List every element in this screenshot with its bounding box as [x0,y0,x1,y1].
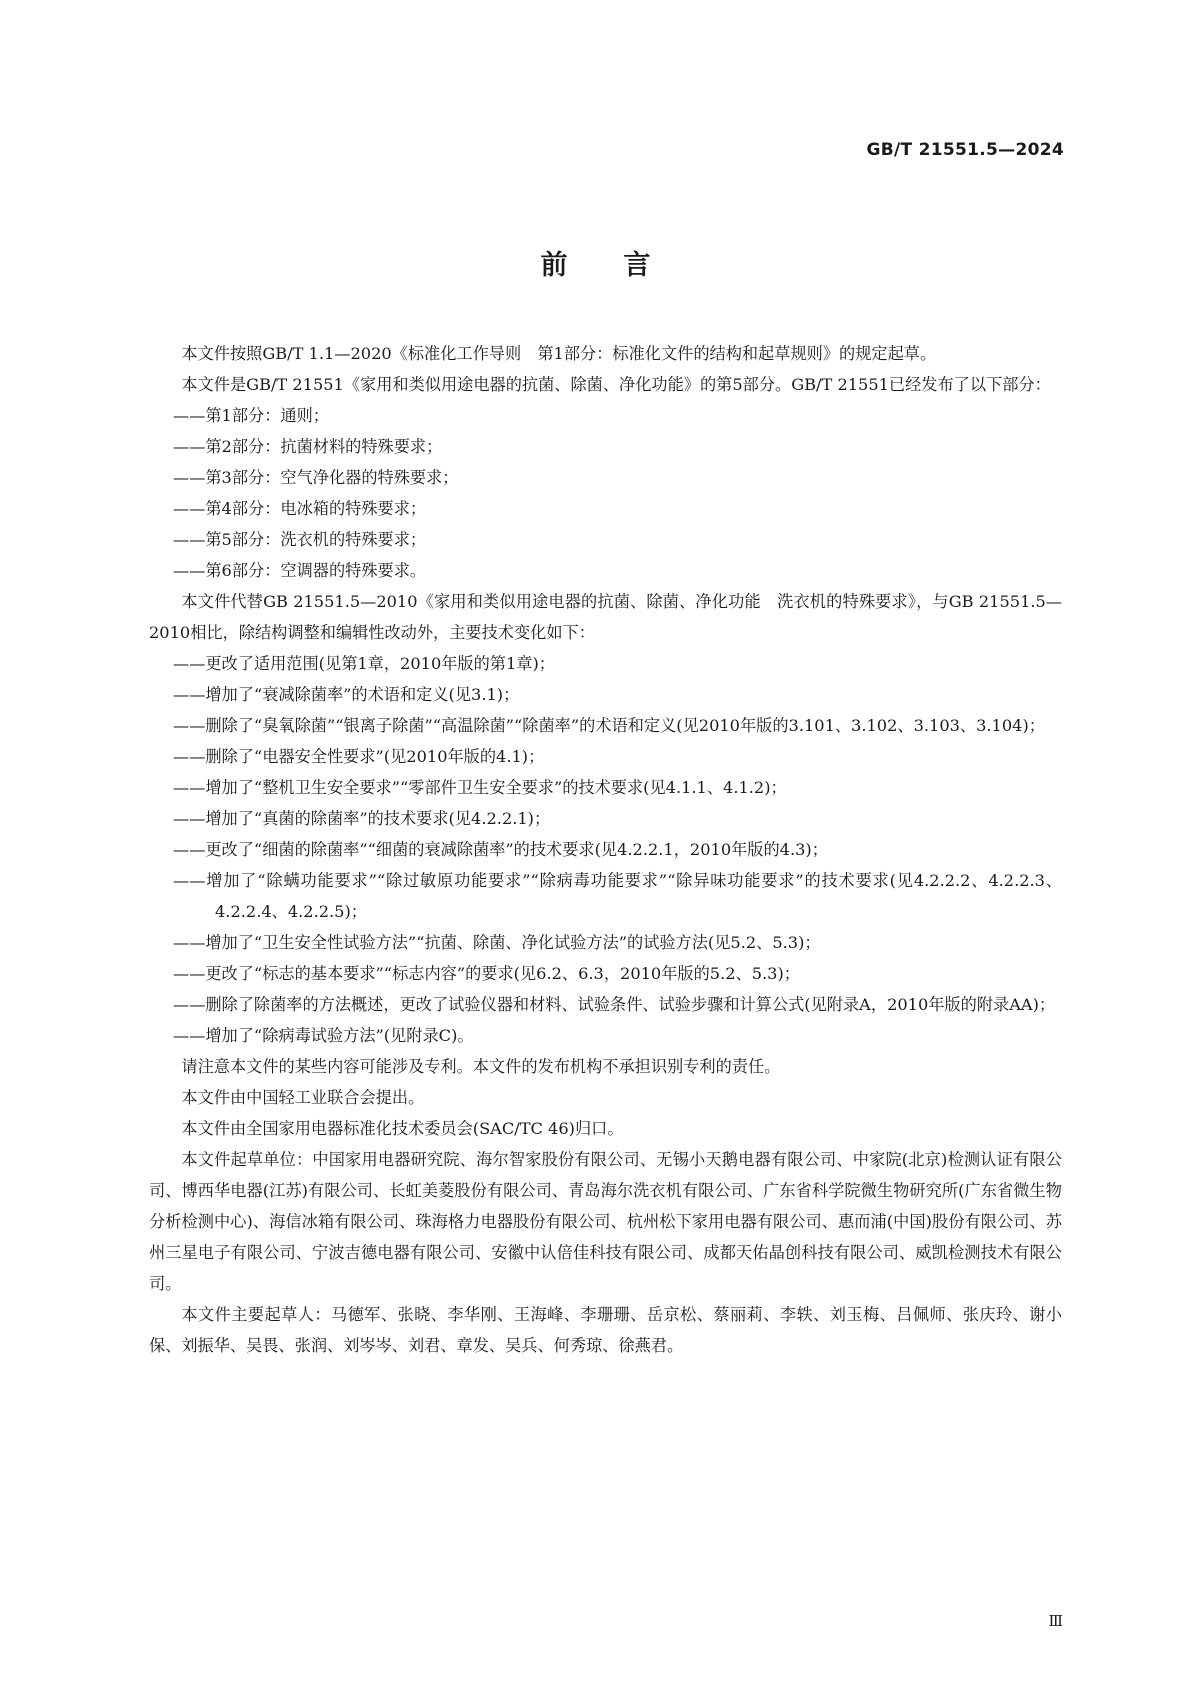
paragraph-patent-notice: 请注意本文件的某些内容可能涉及专利。本文件的发布机构不承担识别专利的责任。 [181,1057,781,1076]
change-list-item: ——增加了“真菌的除菌率”的技术要求(见4.2.2.1)； [173,809,551,828]
change-list-item: ——更改了“细菌的除菌率”“细菌的衰减除菌率”的技术要求(见4.2.2.1，2010年版的4.3)； [173,840,828,859]
part-list-item: ——第2部分：抗菌材料的特殊要求； [173,437,443,456]
change-list-item: ——增加了“衰减除菌率”的术语和定义(见3.1)； [173,685,520,704]
paragraph-replacement: 本文件代替GB 21551.5—2010《家用和类似用途电器的抗菌、除菌、净化功能 洗衣机的特殊要求》，与GB 21551.5—2010相比，除结构调整和编辑性改动外，主要技术变化如下： [149,592,1062,642]
page-number: Ⅲ [1048,1612,1063,1630]
part-list-item: ——第4部分：电冰箱的特殊要求； [173,499,427,518]
change-list-item: ——增加了“卫生安全性试验方法”“抗菌、除菌、净化试验方法”的试验方法(见5.2、5.3)； [173,933,821,952]
change-list-item: ——删除了“电器安全性要求”(见2010年版的4.1)； [173,747,545,766]
paragraph-committee: 本文件由全国家用电器标准化技术委员会(SAC/TC 46)归口。 [181,1119,624,1138]
paragraph-drafting-rules: 本文件按照GB/T 1.1—2020《标准化工作导则 第1部分：标准化文件的结构和起草规则》的规定起草。 [181,344,937,363]
change-list-item: ——增加了“整机卫生安全要求”“零部件卫生安全要求”的技术要求(见4.1.1、4.1.2)； [173,778,787,797]
paragraph-drafters: 本文件主要起草人：马德军、张晓、李华刚、王海峰、李珊珊、岳京松、蔡丽莉、李轶、刘玉梅、吕佩师、张庆玲、谢小保、刘振华、吴畏、张润、刘岑岑、刘君、章发、吴兵、何秀琼、徐燕君。 [149,1305,1062,1355]
change-list-item: ——删除了除菌率的方法概述，更改了试验仪器和材料、试验条件、试验步骤和计算公式(见附录A，2010年版的附录AA)； [173,995,1056,1014]
change-list-item: ——更改了适用范围(见第1章，2010年版的第1章)； [173,654,555,673]
part-list-item: ——第5部分：洗衣机的特殊要求； [173,530,427,549]
foreword-body [149,338,1062,1361]
paragraph-series-intro: 本文件是GB/T 21551《家用和类似用途电器的抗菌、除菌、净化功能》的第5部分。GB/T 21551已经发布了以下部分： [181,375,1051,394]
paragraph-proposer: 本文件由中国轻工业联合会提出。 [181,1088,425,1107]
standard-code: GB/T 21551.5—2024 [866,140,1064,160]
part-list-item: ——第3部分：空气净化器的特殊要求； [173,468,459,487]
part-list-item: ——第1部分：通则； [173,406,329,425]
change-list-item: ——删除了“臭氧除菌”“银离子除菌”“高温除菌”“除菌率”的术语和定义(见2010年版的3.101、3.102、3.103、3.104)； [173,716,1045,735]
change-list-item: ——更改了“标志的基本要求”“标志内容”的要求(见6.2、6.3，2010年版的5.2、5.3)； [173,964,800,983]
change-list-item: ——增加了“除螨功能要求”“除过敏原功能要求”“除病毒功能要求”“除异味功能要求”的技术要求(见4.2.2.2、4.2.2.3、4.2.2.4、4.2.2.5)； [173,871,1062,921]
change-list-item: ——增加了“除病毒试验方法”(见附录C)。 [173,1026,474,1045]
page-title: 前言 [540,250,707,281]
paragraph-drafting-units: 本文件起草单位：中国家用电器研究院、海尔智家股份有限公司、无锡小天鹅电器有限公司、中家院(北京)检测认证有限公司、博西华电器(江苏)有限公司、长虹美菱股份有限公司、青岛海尔洗衣机有限公司、广东省科学院微生物研究所(广东省微生物分析检测中心)、海信冰箱有限公司、珠海格力电器股份有限公司、杭州松下家用电器有限公司、惠而浦(中国)股份有限公司、苏州三星电子有限公司、宁波吉德电器有限公司、安徽中认倍佳科技有限公司、成都天佑晶创科技有限公司、威凯检测技术有限公司。 [149,1150,1062,1293]
part-list-item: ——第6部分：空调器的特殊要求。 [173,561,427,580]
